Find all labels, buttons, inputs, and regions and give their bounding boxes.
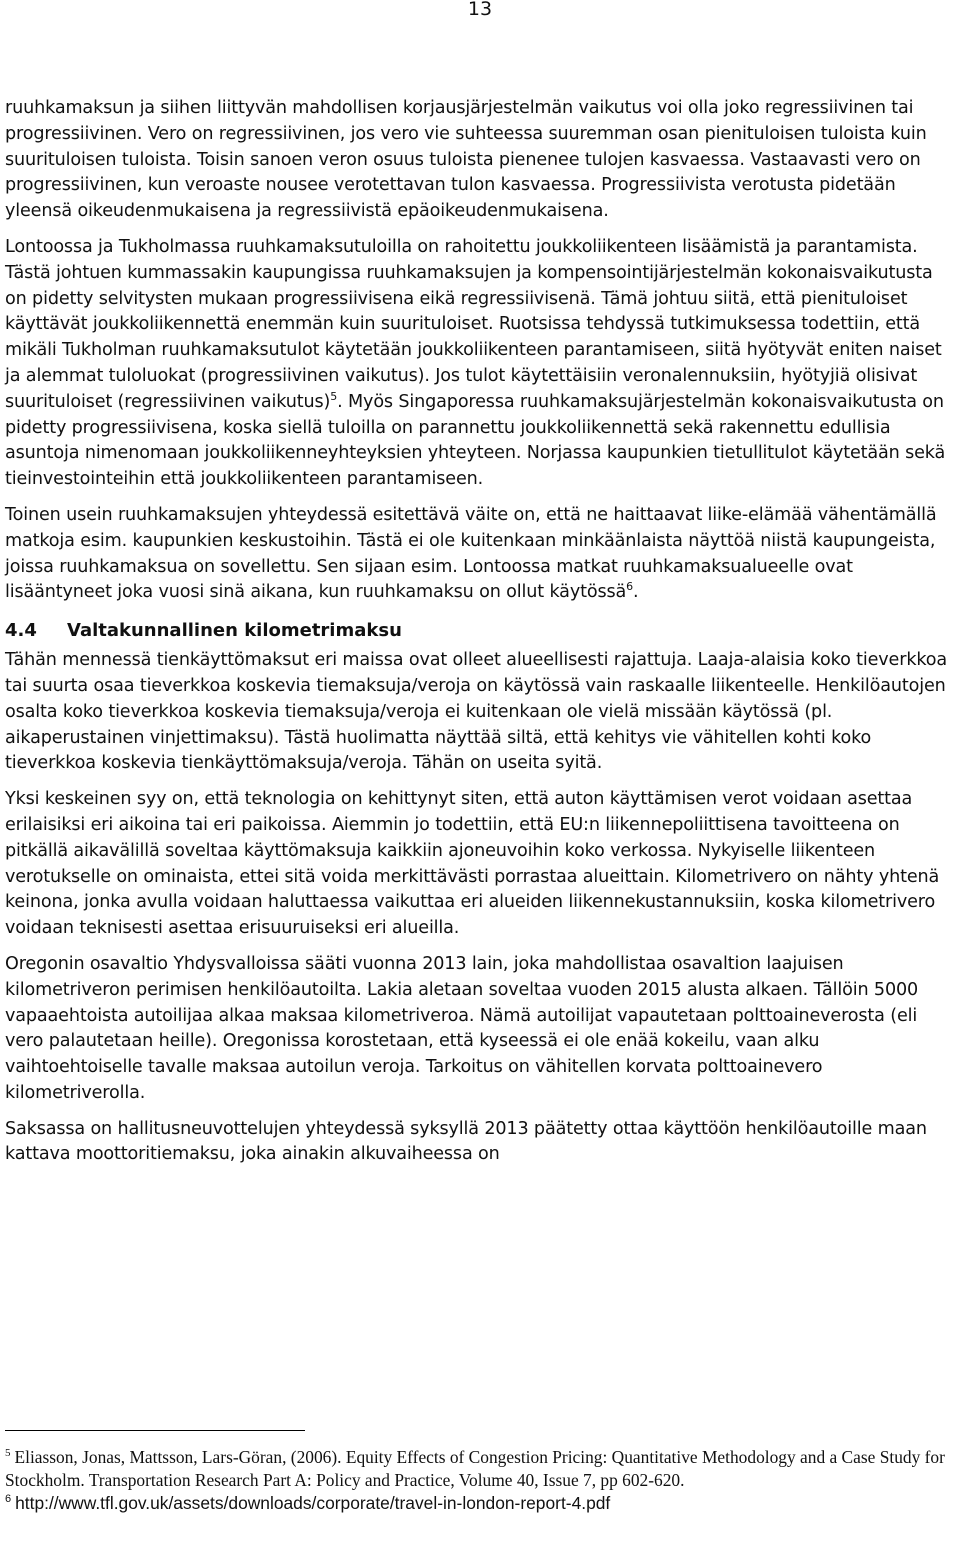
paragraph-text: . Myös Singaporessa ruuhkamaksujärjestelmän kokonaisvaikutusta on pidetty progressiivisena, koska siellä tuloilla on parannettu joukkoliikennettä sekä rakennettu edullisia asuntoja nimenomaan joukkoliikenneyhteyksien yhteyteen. Norjassa kaupunkien tietullitulot käytetään sekä tieinvestointeihin että joukkoliikenteen parantamiseen.	[5, 391, 946, 490]
paragraph-germany: Saksassa on hallitusneuvottelujen yhteydessä syksyllä 2013 päätetty ottaa käyttöön henkilöautoille maan kattava moottoritiemaksu, joka ainakin alkuvaiheessa on	[5, 1118, 927, 1165]
paragraph-technology: Yksi keskeinen syy on, että teknologia on kehittynyt siten, että auton käyttämisen verot voidaan asettaa erilaisiksi eri aikoina tai eri paikoissa. Aiemmin jo todettiin, että EU:n liikennepoliittisena tavoitteena on pitkällä aikavälillä soveltaa käyttömaksuja kaikkiin ajoneuvoihin koko verkossa. Nykyiselle liikenteen verotukselle on ominaista, ettei sitä voida merkittävästi porrastaa alueittain. Kilometrivero on nähty yhtenä keinona, jonka avulla voidaan haluttaessa vaikuttaa eri alueiden liikennekustannuksiin, koska kilometrivero voidaan teknisesti asettaa erisuuruiseksi eri alueilla.	[5, 789, 940, 939]
footnote-mark: 6	[5, 1493, 12, 1506]
footnote-ref: 5	[330, 389, 338, 403]
footnotes	[5, 1446, 956, 1515]
paragraph-business-claim: Toinen usein ruuhkamaksujen yhteydessä esitettävä väite on, että ne haittaavat liike-elämää vähentämällä matkoja esim. kaupunkien keskustoihin. Tästä ei ole kuitenkaan minkäänlaista näyttöä niistä kaupungeista, joissa ruuhkamaksua on sovellettu. Sen sijaan esim. Lontoossa matkat ruuhkamaksualueelle ovat lisääntyneet joka vuosi sinä aikana, kun ruuhkamaksu on ollut käytössä$^6$.	[5, 504, 937, 603]
footnote-link[interactable]: http://www.tfl.gov.uk/assets/downloads/corporate/travel-in-london-report-4.pdf	[15, 1493, 611, 1513]
footnote-divider	[5, 1430, 305, 1431]
paragraph-regressive-progressive: ruuhkamaksun ja siihen liittyvän mahdollisen korjausjärjestelmän vaikutus voi olla joko regressiivinen tai progressiivinen. Vero on regressiivinen, jos vero vie suhteessa suuremman osan pienituloisen tuloista kuin suurituloisen tuloista. Toisin sanoen veron osuus tuloista pienenee tulojen kasvaessa. Vastaavasti vero on progressiivinen, kun veroaste nousee verotettavan tulon kasvaessa. Progressiivista verotusta pidetään yleensä oikeudenmukaisena ja regressiivistä epäoikeudenmukaisena.	[5, 98, 927, 222]
footnote-mark: 5	[5, 1447, 11, 1460]
footnote-ref: 6	[626, 580, 633, 594]
paragraph-regional-fees: Tähän mennessä tienkäyttömaksut eri maissa ovat olleet alueellisesti rajattuja. Laaja-alaisia koko tieverkkoa tai suurta osaa tieverkkoa koskevia tiemaksuja/veroja on käytössä vain raskaalle liikenteelle. Henkilöautojen osalta koko tieverkkoa koskevia tiemaksuja/veroja ei kuitenkaan ole vielä missään käytössä (pl. aikaperustainen vinjettimaksu). Tästä huolimatta näyttää siltä, että kehitys vie vähitellen kohti koko tieverkkoa koskevia tienkäyttömaksuja/veroja. Tähän on useita syitä.	[5, 650, 948, 774]
paragraph-oregon: Oregonin osavaltio Yhdysvalloissa sääti vuonna 2013 lain, joka mahdollistaa osavaltion laajuisen kilometriveron perimisen henkilöautoilta. Lakia aletaan soveltaa vuoden 2015 alusta alkaen. Tällöin 5000 vapaaehtoista autoilijaa alkaa maksaa kilometriveroa. Nämä autoilijat vapautetaan polttoaineverosta (eli vero palautetaan heille). Oregonissa korostetaan, että kyseessä ei ole enää kokeilu, vaan alku vaihtoehtoiselle tavalle maksaa autoilun veroja. Tarkoitus on vähitellen korvata polttoainevero kilometriverolla.	[5, 953, 919, 1103]
paragraph-london-stockholm	[5, 235, 956, 493]
paragraph-text: Lontoossa ja Tukholmassa ruuhkamaksutuloilla on rahoitettu joukkoliikenteen lisäämistä ja parantamista. Tästä johtuen kummassakin kaupungissa ruuhkamaksujen ja kompensointijärjestelmän kokonaisvaikutusta on pidetty selvitysten mukaan progressiivisena eikä regressiivisenä. Tämä johtuu siitä, että pienituloiset käyttävät joukkoliikennettä enemmän kuin suurituloiset. Ruotsissa tehdyssä tutkimuksessa todettiin, että mikäli Tukholman ruuhkamaksutulot käytetään joukkoliikenteen parantamiseen, siitä hyötyvät eniten naiset ja alemmat tuloluokat (progressiivinen vaikutus). Jos tulot käytettäisiin veronalennuksiin, hyötyjiä olisivat suurituloiset (regressiivinen vaikutus)	[5, 236, 942, 412]
paragraph-text: Toinen usein ruuhkamaksujen yhteydessä esitettävä väite on, että ne haittaavat liike-elämää vähentämällä matkoja esim. kaupunkien keskustoihin. Tästä ei ole kuitenkaan minkäänlaista näyttöä niistä kaupungeista, joissa ruuhkamaksua on sovellettu. Sen sijaan esim. Lontoossa matkat ruuhkamaksualueelle ovat lisääntyneet joka vuosi sinä aikana, kun ruuhkamaksu on ollut käytössä	[5, 504, 937, 603]
document-body	[5, 96, 956, 1178]
section-number: 4.4	[5, 620, 37, 642]
section-title: Valtakunnallinen kilometrimaksu	[67, 620, 402, 642]
page-number: 13	[467, 0, 493, 20]
footnote	[5, 1446, 956, 1491]
footnote-text: Eliasson, Jonas, Mattsson, Lars-Göran, (2006). Equity Effects of Congestion Pricing: Quantitative Methodology and a Case Study for Stockholm. Transportation Research Part A: Policy and Practice, Volume 40, Issue 7, pp 602-620.	[5, 1447, 945, 1490]
section-heading	[5, 618, 956, 644]
footnote	[5, 1491, 956, 1515]
